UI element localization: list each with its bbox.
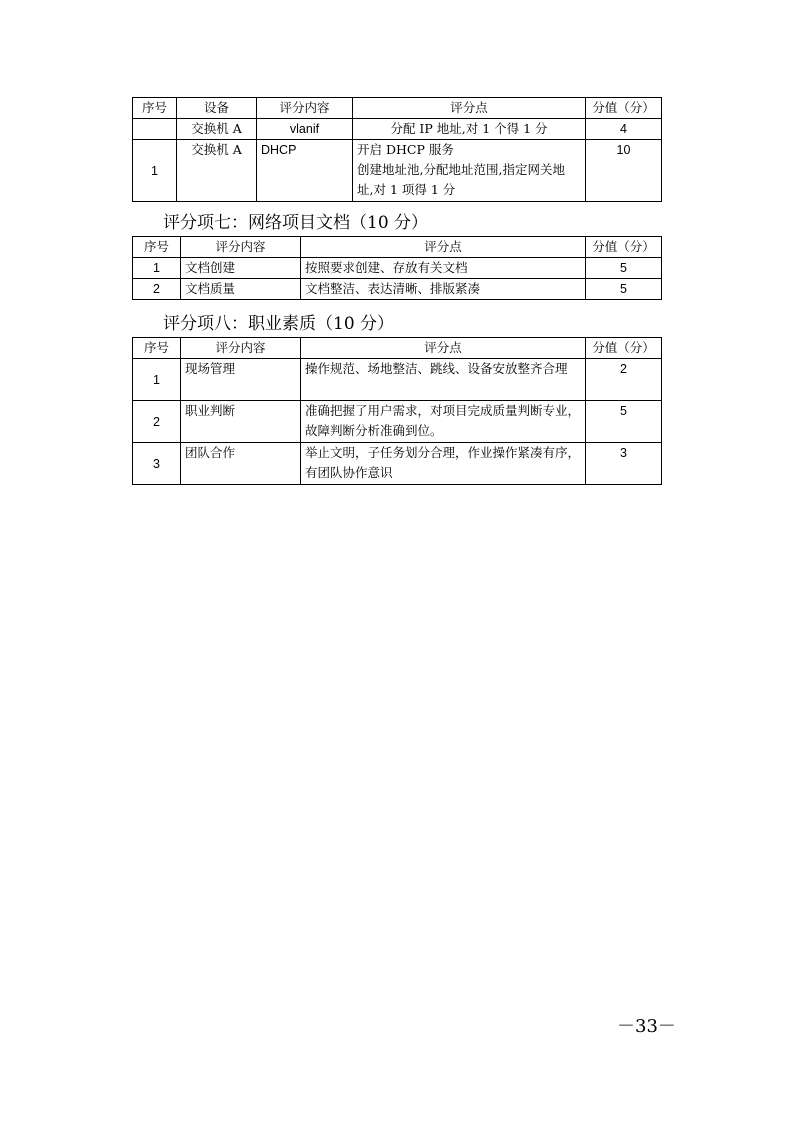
header-content: 评分内容: [181, 237, 301, 258]
row-no: 3: [133, 443, 181, 485]
row-no: [133, 119, 177, 140]
table-row: [133, 140, 662, 202]
table-row: [133, 258, 662, 279]
row-no: 2: [133, 401, 181, 443]
row-point: 分配 IP 地址,对 1 个得 1 分: [353, 119, 586, 140]
row-score: 4: [586, 119, 662, 140]
row-device: 交换机 A: [177, 119, 257, 140]
row-content: DHCP: [257, 140, 353, 202]
row-score: 5: [586, 279, 662, 300]
table-row: [133, 443, 662, 485]
row-point: 文档整洁、表达清晰、排版紧凑: [301, 279, 586, 300]
header-no: 序号: [133, 338, 181, 359]
table-header-row: [133, 338, 662, 359]
row-content: 职业判断: [181, 401, 301, 443]
section-7-table: [132, 236, 662, 300]
row-point: [353, 140, 586, 202]
header-score: 分值（分）: [586, 237, 662, 258]
table-row: [133, 279, 662, 300]
header-no: 序号: [133, 98, 177, 119]
row-point: 举止文明，子任务划分合理，作业操作紧凑有序，有团队协作意识: [301, 443, 586, 485]
row-content: 现场管理: [181, 359, 301, 401]
row-score: 3: [586, 443, 662, 485]
row-score: 2: [586, 359, 662, 401]
row-no: 1: [133, 258, 181, 279]
row-content: 团队合作: [181, 443, 301, 485]
row-point: 准确把握了用户需求，对项目完成质量判断专业，故障判断分析准确到位。: [301, 401, 586, 443]
header-device: 设备: [177, 98, 257, 119]
header-no: 序号: [133, 237, 181, 258]
row-content: 文档质量: [181, 279, 301, 300]
row-point-line: 开启 DHCP 服务: [357, 142, 454, 157]
row-point: 按照要求创建、存放有关文档: [301, 258, 586, 279]
row-point-line: 创建地址池,分配地址范围,指定网关地址,对 1 项得 1 分: [357, 162, 565, 197]
equipment-score-table: [132, 97, 662, 202]
table-header-row: [133, 237, 662, 258]
header-point: 评分点: [353, 98, 586, 119]
row-score: 5: [586, 401, 662, 443]
row-point: 操作规范、场地整洁、跳线、设备安放整齐合理: [301, 359, 586, 401]
row-score: 5: [586, 258, 662, 279]
section-8-table: [132, 337, 662, 485]
table-row: [133, 401, 662, 443]
header-score: 分值（分）: [586, 338, 662, 359]
section-8-title: 评分项八：职业素质（10 分）: [163, 314, 395, 334]
row-no: 1: [133, 140, 177, 202]
table-row: [133, 359, 662, 401]
section-7-title: 评分项七：网络项目文档（10 分）: [163, 213, 429, 233]
header-point: 评分点: [301, 237, 586, 258]
table-row: [133, 119, 662, 140]
row-score: 10: [586, 140, 662, 202]
header-score: 分值（分）: [586, 98, 662, 119]
row-content: 文档创建: [181, 258, 301, 279]
row-device: 交换机 A: [177, 140, 257, 202]
page-number: －33－: [617, 1016, 676, 1037]
header-point: 评分点: [301, 338, 586, 359]
row-content: vlanif: [257, 119, 353, 140]
header-content: 评分内容: [181, 338, 301, 359]
table-header-row: [133, 98, 662, 119]
header-content: 评分内容: [257, 98, 353, 119]
row-no: 1: [133, 359, 181, 401]
row-no: 2: [133, 279, 181, 300]
